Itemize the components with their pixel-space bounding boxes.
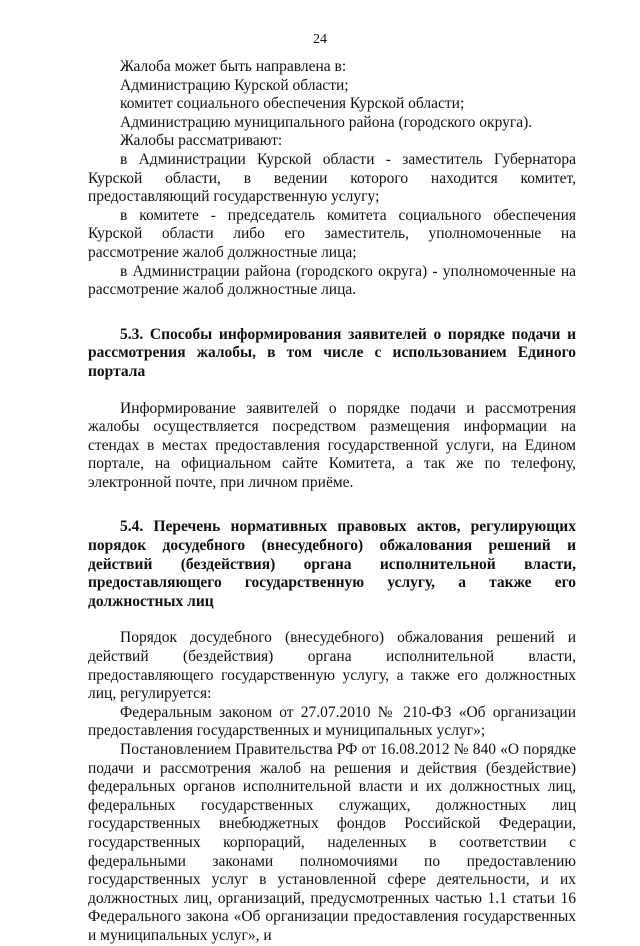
intro-line: Администрацию муниципального района (городского округа).	[120, 113, 533, 131]
reviewer-paragraph: в Администрации Курской области - заместитель Губернатора Курской области, в ведении которого находится комитет, предоставляющий государственную услугу;	[88, 150, 576, 206]
intro-line: Жалобы рассматривают:	[120, 132, 283, 150]
intro-line: комитет социального обеспечения Курской области;	[120, 95, 465, 113]
section-5-4-paragraph: Порядок досудебного (внесудебного) обжалования решений и действий (бездействия) органа исполнительной власти, предоставляющего государственную услугу, а также его должностных лиц, регулируется:	[88, 629, 576, 703]
reviewer-paragraph: в Администрации района (городского округа) - уполномоченные на рассмотрение жалоб должностные лица.	[88, 262, 576, 299]
reviewer-paragraph: в комитете - председатель комитета социального обеспечения Курской области либо его заместитель, уполномоченные на рассмотрение жалоб должностные лица;	[88, 206, 576, 261]
page-content	[88, 58, 576, 946]
intro-line: Администрацию Курской области;	[120, 76, 349, 94]
section-5-4-paragraph: Постановлением Правительства РФ от 16.08.2012 № 840 «О порядке подачи и рассмотрения жалоб на решения и действия (бездействие) федеральных органов исполнительной власти и их должностных лиц, федеральных государственных служащих, должностных лиц государственных внебюджетных фондов Российской Федерации, государственных корпораций, наделенных в соответствии с федеральными законами полномочиями по предоставлению государственных услуг в установленной сфере деятельности, и их должностных лиц, организаций, предусмотренных частью 1.1 статьи 16 Федерального закона «Об организации предоставления государственных и муниципальных услуг», и	[88, 741, 576, 944]
section-5-4-heading: 5.4. Перечень нормативных правовых актов, регулирующих порядок досудебного (внесудебного) обжалования решений и действий (бездействия) органа исполнительной власти, предоставляющего государственную услугу, а также его должностных лиц	[88, 518, 576, 610]
section-5-3-text: Информирование заявителей о порядке подачи и рассмотрения жалобы осуществляется посредством размещения информации на стендах в местах предоставления государственной услуги, на Едином портале, на официальном сайте Комитета, а так же по телефону, электронной почте, при личном приёме.	[88, 399, 576, 491]
intro-line: Жалоба может быть направлена в:	[120, 58, 347, 75]
page-number: 24	[313, 32, 327, 47]
section-5-3-heading: 5.3. Способы информирования заявителей о порядке подачи и рассмотрения жалобы, в том числе с использованием Единого портала	[88, 325, 576, 380]
section-5-4-paragraph: Федеральным законом от 27.07.2010 № 210-ФЗ «Об организации предоставления государственных и муниципальных услуг»;	[88, 703, 576, 740]
